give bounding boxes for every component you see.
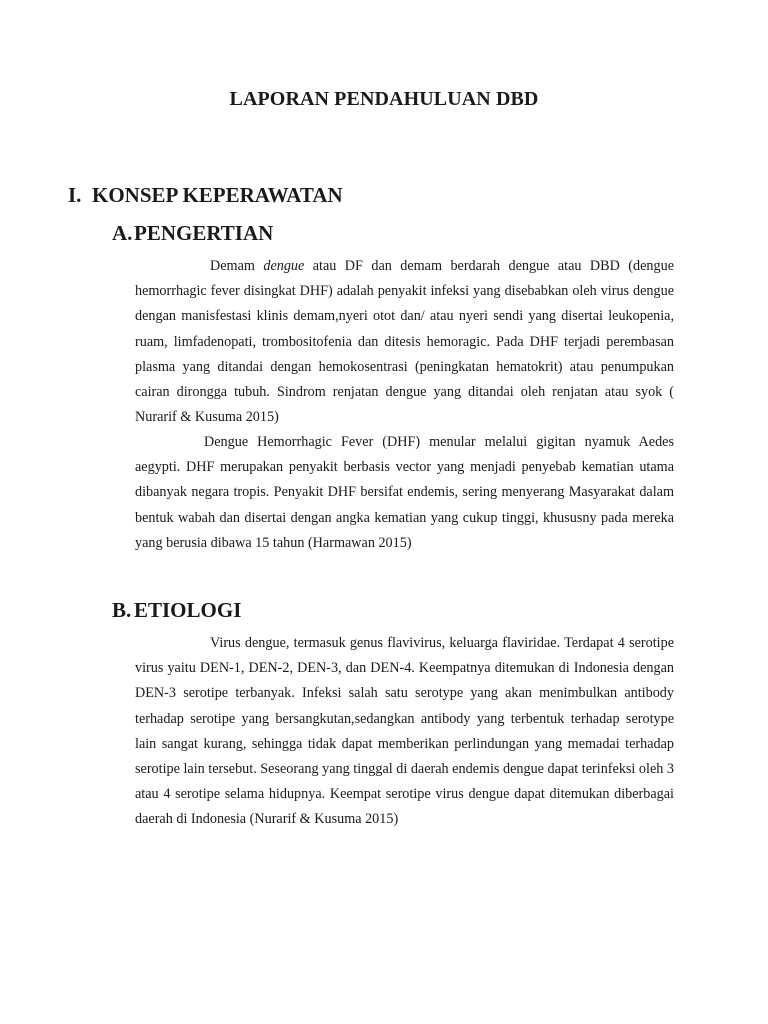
section-number: I. [68, 183, 82, 207]
subsection-title-pengertian: PENGERTIAN [134, 221, 274, 245]
paragraph-lead-text: Demam [210, 258, 264, 274]
paragraph-text: Dengue Hemorrhagic Fever (DHF) menular melalui gigitan nyamuk Aedes aegypti. DHF merupakan penyakit berbasis vector yang menjadi penyebab kematian utama dibanyak negara tropis. Penyakit DHF bersifat endemis, sering menyerang Masyarakat dalam bentuk wabah dan disertai dengan angka kematian yang cukup tinggi, khususny pada mereka yang berusia dibawa 15 tahun (Harmawan 2015) [135, 434, 674, 551]
etiologi-paragraph-1 [135, 631, 674, 833]
subsection-heading-etiologi [112, 598, 241, 623]
subsection-number-b: B. [112, 598, 132, 622]
document-title: LAPORAN PENDAHULUAN DBD [229, 88, 539, 110]
italic-term-dengue: dengue [263, 258, 305, 274]
paragraph-body-text: atau DF dan demam berdarah dengue atau DBD (dengue hemorrhagic fever disingkat DHF) adalah penyakit infeksi yang disebabkan oleh virus dengue dengan manisfestasi klinis demam,nyeri otot dan/ atau nyeri sendi yang disertai leukopenia, ruam, limfadenopati, trombositofenia dan ditesis hemoragic. Pada DHF terjadi perembasan plasma yang ditandai dengan hemokosentrasi (peningkatan hematokrit) atau penumpukan cairan dirongga tubuh. Sindrom renjatan dengue yang ditandai oleh renjatan atau syok ( Nurarif & Kusuma 2015) [135, 258, 674, 426]
subsection-number-a: A. [112, 221, 133, 245]
pengertian-paragraph-1 [135, 254, 674, 430]
pengertian-paragraph-2 [135, 430, 674, 556]
section-title: KONSEP KEPERAWATAN [92, 183, 343, 207]
subsection-heading-pengertian [112, 221, 273, 246]
section-heading-konsep-keperawatan [68, 183, 343, 208]
subsection-title-etiologi: ETIOLOGI [134, 598, 242, 622]
paragraph-text: Virus dengue, termasuk genus flavivirus, keluarga flaviridae. Terdapat 4 serotipe virus yaitu DEN-1, DEN-2, DEN-3, dan DEN-4. Keempatnya ditemukan di Indonesia dengan DEN-3 serotipe terbanyak. Infeksi salah satu serotype yang akan menimbulkan antibody terhadap serotipe yang bersangkutan,sedangkan antibody yang terbentuk terhadap serotype lain sangat kurang, sehingga tidak dapat memberikan perlindungan yang memadai terhadap serotipe lain tersebut. Seseorang yang tinggal di daerah endemis dengue dapat terinfeksi oleh 3 atau 4 serotipe selama hidupnya. Keempat serotipe virus dengue dapat ditemukan diberbagai daerah di Indonesia (Nurarif & Kusuma 2015) [135, 635, 674, 828]
